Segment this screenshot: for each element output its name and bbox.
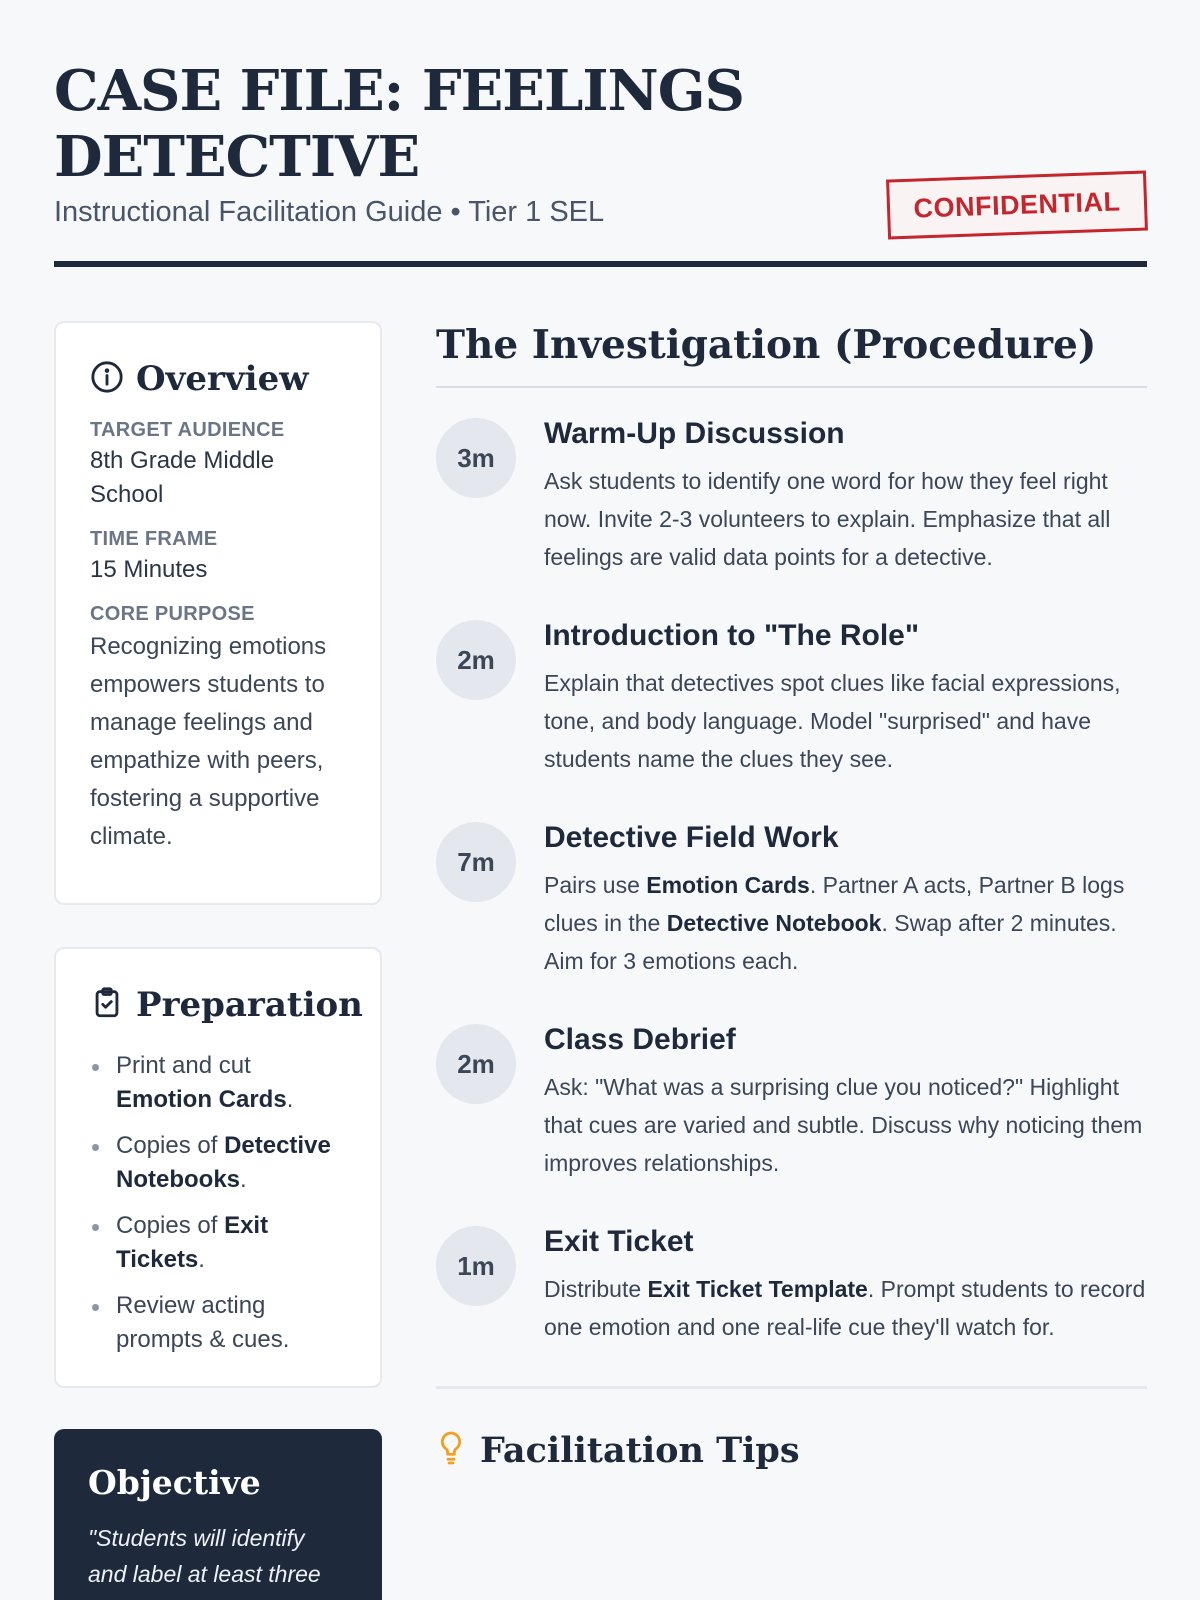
step-title: Detective Field Work	[544, 821, 839, 854]
step-title: Class Debrief	[544, 1023, 736, 1056]
core-purpose-label: CORE PURPOSE	[90, 603, 255, 625]
preparation-item-text: Review acting prompts & cues.	[116, 1292, 290, 1353]
lightbulb-icon	[436, 1429, 466, 1472]
step-description	[544, 462, 1147, 576]
preparation-item-text: Copies of	[116, 1132, 225, 1159]
step-text-segment: Distribute	[544, 1276, 648, 1302]
core-purpose-value: Recognizing emotions empowers students to manage feelings and empathize with peers, fostering a supportive climate.	[90, 633, 327, 850]
step-duration-badge: 7m	[436, 822, 516, 902]
header-divider	[54, 261, 1147, 267]
step-material: Exit Ticket Template	[647, 1276, 868, 1302]
preparation-item-material: Exit Tickets	[116, 1212, 269, 1273]
step-text-segment: . Prompt students to record one emotion and one real-life cue they'll watch for.	[544, 1276, 1146, 1340]
objective-title: Objective	[88, 1463, 261, 1502]
preparation-item-text: Copies of	[116, 1212, 225, 1239]
step-description	[544, 1270, 1147, 1346]
preparation-item-material: Detective Notebooks	[116, 1132, 331, 1193]
step-text-segment: Explain that detectives spot clues like facial expressions, tone, and body language. Model "surprised" and have students name the clues they see.	[544, 670, 1121, 772]
step-duration-badge: 2m	[436, 1024, 516, 1104]
objective-card	[54, 1429, 382, 1600]
step-text-segment: Ask students to identify one word for how they feel right now. Invite 2-3 volunteers to explain. Emphasize that all feelings are valid data points for a detective.	[544, 468, 1111, 570]
preparation-card	[54, 947, 382, 1388]
preparation-item-material: Emotion Cards	[116, 1086, 287, 1113]
preparation-item	[90, 1289, 346, 1357]
step-material: Emotion Cards	[646, 872, 810, 898]
step-title: Introduction to "The Role"	[544, 619, 920, 652]
step-text-segment: Ask: "What was a surprising clue you noticed?" Highlight that cues are varied and subtle. Discuss why noticing them improves relationships.	[544, 1074, 1143, 1176]
confidential-stamp: CONFIDENTIAL	[886, 170, 1148, 239]
procedure-step	[436, 1020, 1147, 1182]
step-text-segment: . Partner A acts, Partner B logs clues in the	[544, 872, 1125, 936]
page-subtitle: Instructional Facilitation Guide • Tier 1 SEL	[54, 196, 605, 228]
overview-title: Overview	[136, 359, 309, 399]
info-icon	[90, 360, 124, 399]
page-header	[54, 58, 1147, 229]
preparation-item	[90, 1209, 346, 1277]
clipboard-check-icon	[90, 986, 124, 1025]
facilitation-tips-title: Facilitation Tips	[480, 1430, 800, 1471]
step-material: Detective Notebook	[666, 910, 882, 936]
procedure-step	[436, 1222, 1147, 1346]
step-description	[544, 1068, 1147, 1182]
preparation-title: Preparation	[136, 985, 363, 1025]
step-text-segment: . Swap after 2 minutes. Aim for 3 emotions each.	[544, 910, 1117, 974]
step-title: Warm-Up Discussion	[544, 417, 845, 450]
overview-card	[54, 321, 382, 905]
procedure-step	[436, 616, 1147, 778]
section-divider	[436, 1386, 1147, 1389]
step-description	[544, 664, 1147, 778]
page-title: CASE FILE: FEELINGS DETECTIVE	[54, 58, 744, 190]
procedure-title: The Investigation (Procedure)	[436, 322, 1147, 388]
audience-value: 8th Grade Middle School	[90, 447, 275, 508]
preparation-item	[90, 1129, 346, 1197]
step-duration-badge: 3m	[436, 418, 516, 498]
step-duration-badge: 2m	[436, 620, 516, 700]
audience-label: TARGET AUDIENCE	[90, 419, 285, 441]
step-text-segment: Pairs use	[544, 872, 647, 898]
step-description	[544, 866, 1147, 980]
time-frame-label: TIME FRAME	[90, 528, 218, 550]
preparation-item-text: Print and cut	[116, 1052, 251, 1079]
step-title: Exit Ticket	[544, 1225, 694, 1258]
procedure-step	[436, 818, 1147, 980]
step-duration-badge: 1m	[436, 1226, 516, 1306]
procedure-steps	[436, 414, 1147, 1346]
facilitation-tips-header	[436, 1429, 1147, 1472]
time-frame-value: 15 Minutes	[90, 556, 208, 583]
preparation-list	[90, 1049, 346, 1357]
preparation-item-suffix: .	[286, 1086, 294, 1113]
procedure-section	[436, 322, 1147, 1472]
preparation-item-suffix: .	[198, 1246, 205, 1273]
preparation-item	[90, 1049, 346, 1117]
procedure-step	[436, 414, 1147, 576]
objective-text: "Students will identify and label at least three	[88, 1525, 321, 1587]
preparation-item-suffix: .	[240, 1166, 247, 1193]
